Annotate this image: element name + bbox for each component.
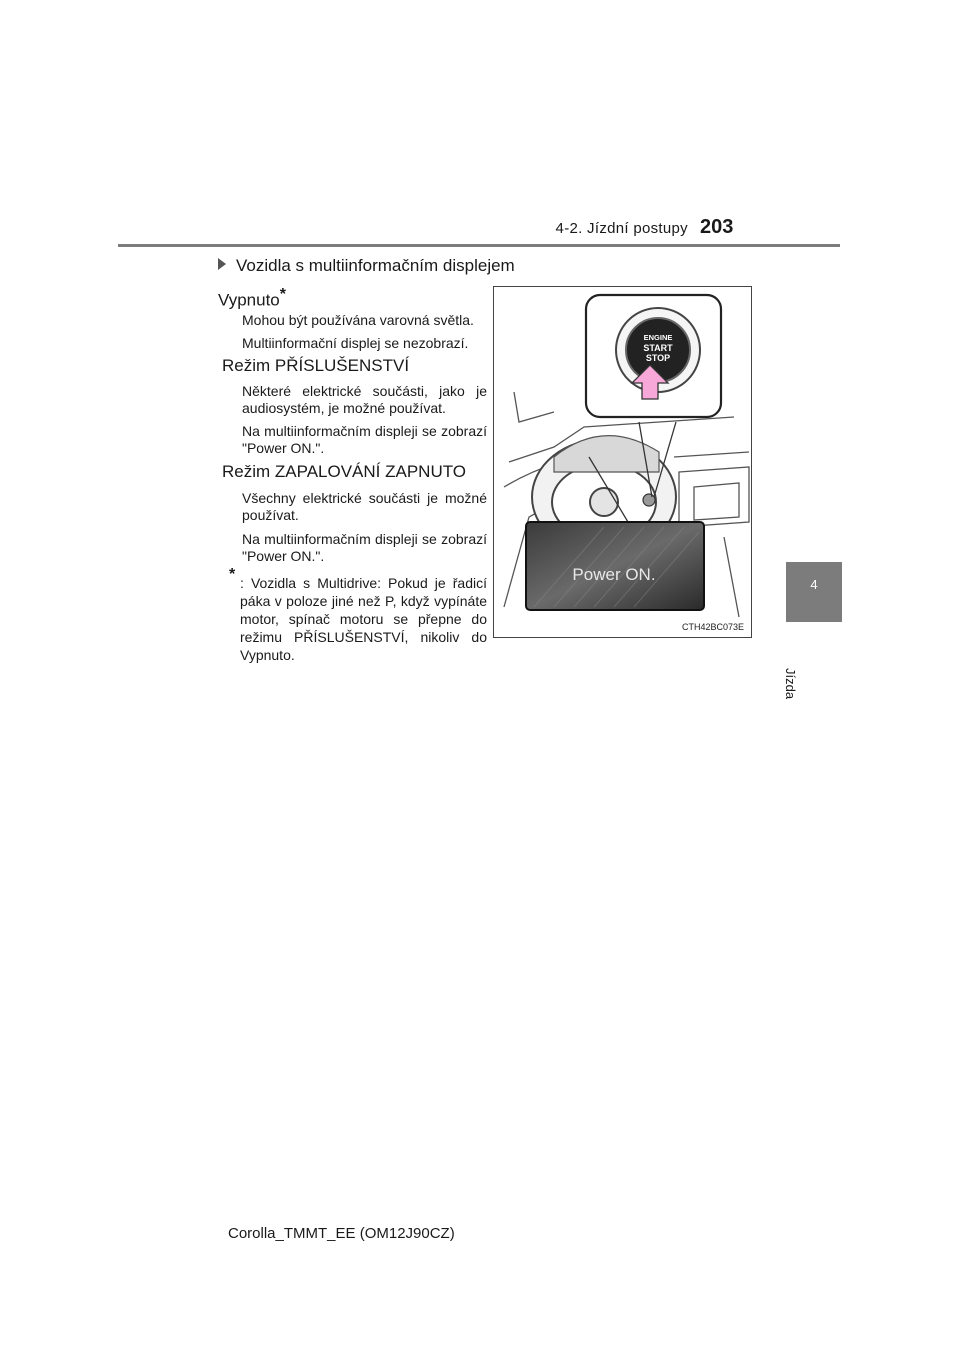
footer-model: Corolla_TMMT_EE (OM12J90CZ) bbox=[228, 1225, 455, 1242]
subheading-text: Vozidla s multiinformačním displejem bbox=[236, 256, 515, 275]
instrument-cluster bbox=[554, 436, 659, 472]
triangle-bullet-icon bbox=[218, 258, 226, 270]
mode-acc-paragraph-1: Některé elektrické součásti, jako je audiosystém, je možné používat. bbox=[242, 383, 487, 416]
note-star: * bbox=[229, 566, 236, 583]
mode-off-line-1: Mohou být používána varovná světla. bbox=[242, 312, 474, 328]
button-label-start: START bbox=[643, 343, 673, 353]
button-label-engine: ENGINE bbox=[643, 333, 673, 342]
mode-acc-paragraph-2: Na multiinformačním displeji se zobrazí "Power ON.". bbox=[242, 423, 487, 456]
engine-button-small bbox=[643, 494, 655, 506]
mode-off-star: * bbox=[279, 286, 286, 303]
header-section-title: 4-2. Jízdní postupy bbox=[555, 220, 688, 237]
mode-off-title bbox=[218, 285, 418, 311]
figure-code: CTH42BC073E bbox=[681, 622, 744, 632]
subheading bbox=[218, 256, 538, 276]
header-divider bbox=[118, 244, 840, 247]
chapter-label-text: Jízda bbox=[783, 668, 798, 700]
mode-on-title: Režim ZAPALOVÁNÍ ZAPNUTO bbox=[222, 462, 467, 481]
figure-illustration bbox=[494, 287, 751, 637]
mode-off-line-2: Multiinformační displej se nezobrazí. bbox=[242, 335, 469, 351]
note-text: : Vozidla s Multidrive: Pokud je řadicí páka v poloze jiné než P, když vypínáte motor, spínač motoru se přepne do režimu PŘÍSLUŠENSTVÍ, nikoliv do Vypnuto. bbox=[240, 575, 487, 663]
mode-on-paragraph-2: Na multiinformačním displeji se zobrazí "Power ON.". bbox=[242, 531, 487, 564]
mode-on-paragraph-1: Všechny elektrické součásti je možné používat. bbox=[242, 490, 487, 523]
button-label-stop: STOP bbox=[645, 353, 671, 363]
display-text: Power ON. bbox=[572, 565, 656, 584]
page-number: 203 bbox=[700, 216, 734, 238]
figure-engine-switch bbox=[493, 286, 752, 638]
chapter-tab: 4 bbox=[786, 562, 842, 622]
mode-off-title-text: Vypnuto bbox=[218, 290, 280, 310]
mode-acc-title: Režim PŘÍSLUŠENSTVÍ bbox=[222, 356, 410, 375]
chapter-label bbox=[783, 668, 798, 728]
